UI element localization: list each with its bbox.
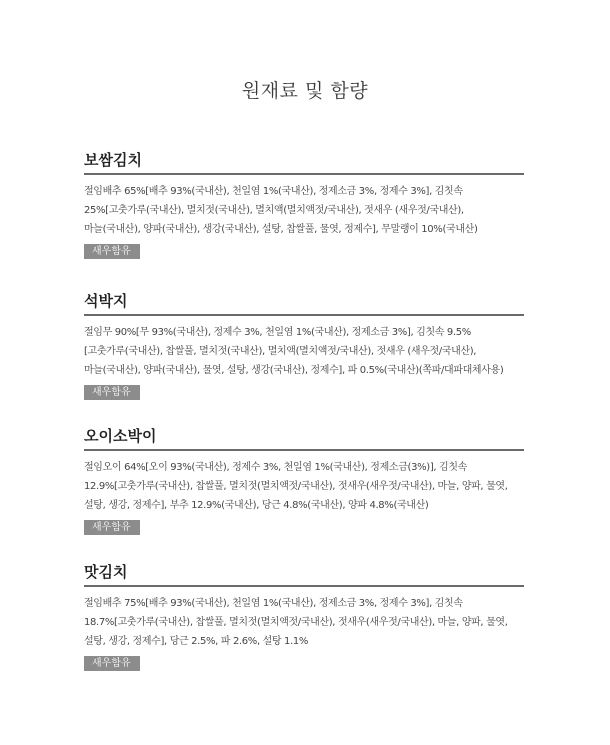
ingredient-text (84, 182, 524, 239)
section-title: 맛김치 (84, 563, 128, 581)
ingredient-line: 18.7%[고춧가루(국내산), 찹쌀풀, 멸치젓(멸치액젓/국내산), 젓새우(새우젓/국내산), 마늘, 양파, 물엿, (84, 617, 508, 628)
section-oi-sobagi (84, 426, 524, 535)
allergen-badge: 새우함유 (84, 656, 140, 671)
ingredient-line: 설탕, 생강, 정제수], 당근 2.5%, 파 2.6%, 설탕 1.1% (84, 636, 309, 647)
page-title: 원재료 및 함량 (241, 80, 369, 102)
section-title: 오이소박이 (84, 427, 157, 445)
allergen-badge: 새우함유 (84, 385, 140, 400)
allergen-badge: 새우함유 (84, 244, 140, 259)
ingredient-line: 25%[고춧가루(국내산), 멸치젓(국내산), 멸치액(멸치액젓/국내산), 젓새우 (새우젓/국내산), (84, 205, 464, 216)
ingredient-line: 절임배추 75%[배추 93%(국내산), 천일염 1%(국내산), 정제소금 3%, 정제수 3%], 김칫속 (84, 598, 463, 609)
allergen-badge: 새우함유 (84, 520, 140, 535)
ingredient-text (84, 458, 524, 515)
section-divider (84, 314, 524, 316)
ingredient-line: 절임무 90%[무 93%(국내산), 정제수 3%, 천일염 1%(국내산), 정제소금 3%], 김칫속 9.5% (84, 327, 471, 338)
ingredient-text (84, 323, 524, 380)
ingredient-line: 절임오이 64%[오이 93%(국내산), 정제수 3%, 천일염 1%(국내산), 정제소금(3%)], 김칫속 (84, 462, 467, 473)
section-mat-kimchi (84, 562, 524, 671)
section-divider (84, 585, 524, 587)
section-seokbakji (84, 291, 524, 400)
ingredient-line: 설탕, 생강, 정제수], 부추 12.9%(국내산), 당근 4.8%(국내산), 양파 4.8%(국내산) (84, 500, 429, 511)
ingredient-line: [고춧가루(국내산), 찹쌀풀, 멸치젓(국내산), 멸치액(멸치액젓/국내산), 젓새우 (새우젓/국내산), (84, 346, 477, 357)
ingredient-line: 절임배추 65%[배추 93%(국내산), 천일염 1%(국내산), 정제소금 3%, 정제수 3%], 김칫속 (84, 186, 463, 197)
section-divider (84, 449, 524, 451)
ingredient-line: 마늘(국내산), 양파(국내산), 물엿, 설탕, 생강(국내산), 정제수], 파 0.5%(국내산)(쪽파/대파대체사용) (84, 365, 504, 376)
section-divider (84, 173, 524, 175)
ingredient-line: 12.9%[고춧가루(국내산), 찹쌀풀, 멸치젓(멸치액젓/국내산), 젓새우(새우젓/국내산), 마늘, 양파, 물엿, (84, 481, 508, 492)
section-title: 보쌈김치 (84, 151, 142, 169)
ingredient-text (84, 594, 524, 651)
section-title: 석박지 (84, 292, 128, 310)
section-bossam-kimchi (84, 150, 524, 259)
ingredient-line: 마늘(국내산), 양파(국내산), 생강(국내산), 설탕, 찹쌀풀, 물엿, 정제수], 무말랭이 10%(국내산) (84, 224, 478, 235)
